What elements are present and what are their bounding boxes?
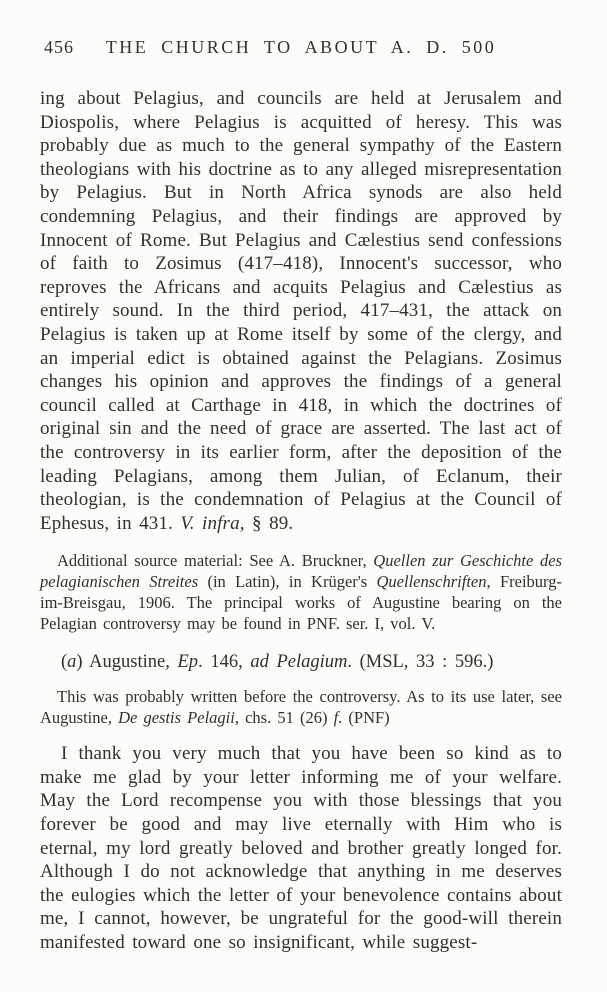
text-block <box>40 0 562 955</box>
paragraph-pelagius-controversy: ing about Pelagius, and councils are held at Jerusalem and Diospolis, where Pelagius is acquitted of heresy. This was probably due as much to the general sympathy of the Eastern theologians with his doctrine as to any alleged misrepresentation by Pelagius. But in North Africa synods are also held condemning Pelagius, and their findings are approved by Innocent of Rome. But Pelagius and Cælestius send confessions of faith to Zosimus (417–418), Innocent's successor, who reproves the Africans and acquits Pelagius and Cælestius as entirely sound. In the third period, 417–431, the attack on Pelagius is taken up at Rome itself by some of the clergy, and an imperial edict is obtained against the Pelagians. Zosimus changes his opinion and approves the findings of a general council called at Carthage in 418, in which the doctrines of original sin and the need of grace are asserted. The last act of the controversy in its earlier form, after the deposition of the leading Pelagians, among them Julian, of Eclanum, their theologian, is the condemnation of Pelagius at the Council of Ephesus, in 431. V. infra, § 89. <box>40 88 562 534</box>
note-additional-sources: Additional source material: See A. Bruckner, Quellen zur Geschichte des pelagianischen Streites (in Latin), in Krüger's Quellenschriften, Freiburg-im-Breisgau, 1906. The principal works of Augustine bearing on the Pelagian controversy may be found in PNF. ser. I, vol. V. <box>40 551 562 634</box>
paragraph-augustine-letter: I thank you very much that you have been so kind as to make me glad by your letter informing me of your welfare. May the Lord recompense you with those blessings that you forever be good and may live eternally with Him who is eternal, my lord greatly beloved and brother greatly longed for. Although I do not acknowledge that anything in me deserves the eulogies which the letter of your benevolence contains about me, I cannot, however, be ungrateful for the good-will therein manifested toward one so insignificant, while suggest- <box>40 743 562 954</box>
running-head <box>40 37 562 63</box>
section-heading-augustine-ep-146: (a) Augustine, Ep. 146, ad Pelagium. (MSL, 33 : 596.) <box>61 652 494 673</box>
page-number: 456 <box>44 37 74 57</box>
running-title: THE CHURCH TO ABOUT A. D. 500 <box>105 37 497 57</box>
note-letter-context: This was probably written before the controversy. As to its use later, see Augustine, De gestis Pelagii, chs. 51 (26) f. (PNF) <box>40 687 562 728</box>
